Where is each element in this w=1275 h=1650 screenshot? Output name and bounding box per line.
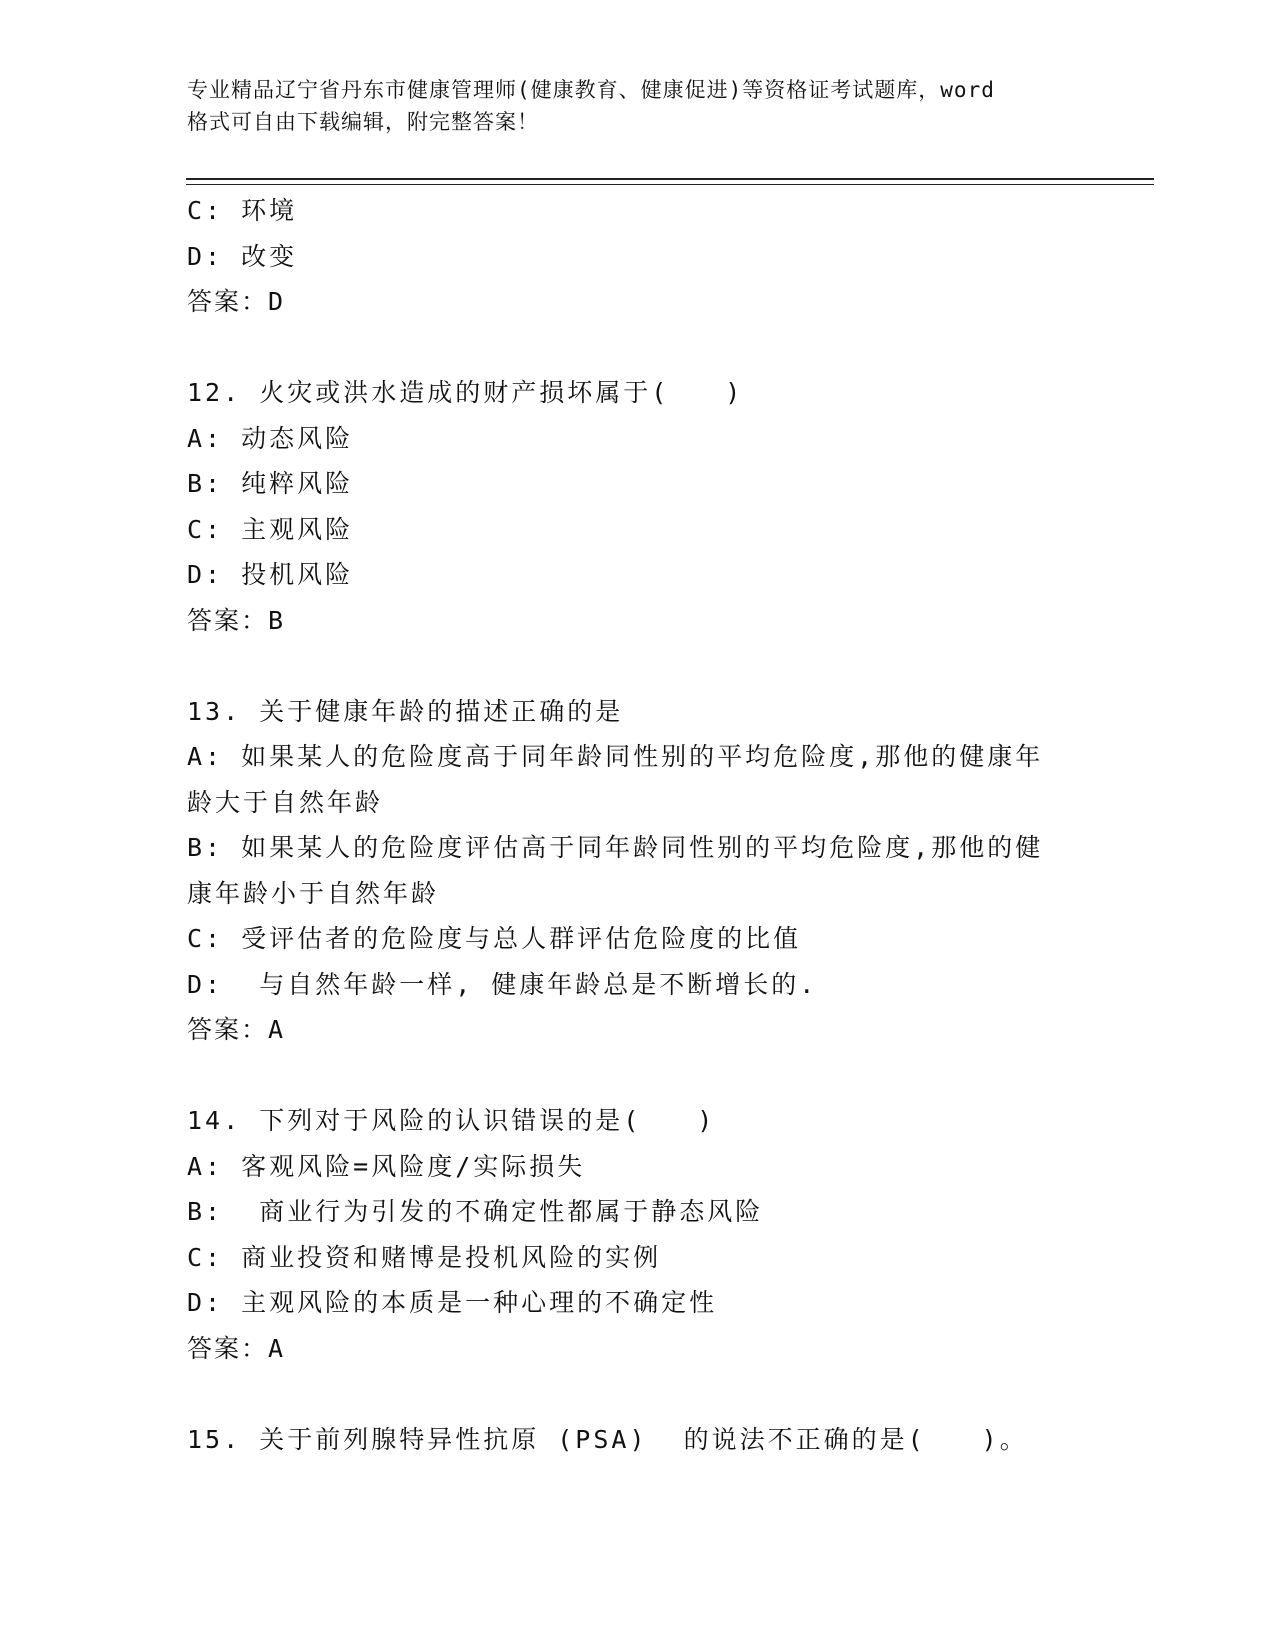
answer-line: 答案：D	[187, 287, 286, 316]
blank-line	[187, 1371, 1087, 1417]
option-line: B: 商业行为引发的不确定性都属于静态风险	[187, 1197, 764, 1226]
header-rule-thin	[186, 184, 1154, 185]
option-line: B: 纯粹风险	[187, 469, 354, 498]
option-line: 康年龄小于自然年龄	[187, 878, 440, 908]
blank-line	[187, 643, 1087, 689]
option-line: D: 与自然年龄一样, 健康年龄总是不断增长的.	[187, 969, 818, 999]
option-line: D: 改变	[187, 241, 298, 271]
answer-line: 答案：A	[187, 1015, 286, 1044]
blank-line	[187, 1053, 1087, 1099]
option-line: 龄大于自然年龄	[187, 787, 384, 817]
option-line: C: 主观风险	[187, 514, 354, 544]
option-line: B: 如果某人的危险度评估高于同年龄同性别的平均危险度,那他的健	[187, 833, 1044, 862]
option-line: D: 主观风险的本质是一种心理的不确定性	[187, 1288, 718, 1317]
header-line-1: 专业精品辽宁省丹东市健康管理师(健康教育、健康促进)等资格证考试题库，word	[187, 78, 995, 102]
answer-line: 答案：A	[187, 1333, 286, 1363]
option-line: A: 客观风险=风险度/实际损失	[187, 1151, 586, 1181]
option-line: A: 如果某人的危险度高于同年龄同性别的平均危险度,那他的健康年	[187, 742, 1044, 771]
option-line: A: 动态风险	[187, 423, 354, 453]
option-line: D: 投机风险	[187, 560, 354, 589]
document-header	[187, 74, 1087, 138]
question-stem: 14. 下列对于风险的认识错误的是( )	[187, 1106, 716, 1135]
question-stem: 13. 关于健康年龄的描述正确的是	[187, 696, 624, 726]
blank-line	[187, 325, 1087, 371]
answer-line: 答案：B	[187, 605, 286, 635]
header-line-2: 格式可自由下载编辑，附完整答案！	[187, 110, 539, 134]
option-line: C: 环境	[187, 196, 298, 225]
question-stem: 12. 火灾或洪水造成的财产损坏属于( )	[187, 378, 744, 407]
header-rule-thick	[186, 178, 1154, 180]
question-stem: 15. 关于前列腺特异性抗原 (PSA) 的说法不正确的是( )。	[187, 1424, 1028, 1454]
question-content	[187, 188, 1087, 1462]
option-line: C: 商业投资和赌博是投机风险的实例	[187, 1242, 662, 1272]
option-line: C: 受评估者的危险度与总人群评估危险度的比值	[187, 924, 802, 953]
